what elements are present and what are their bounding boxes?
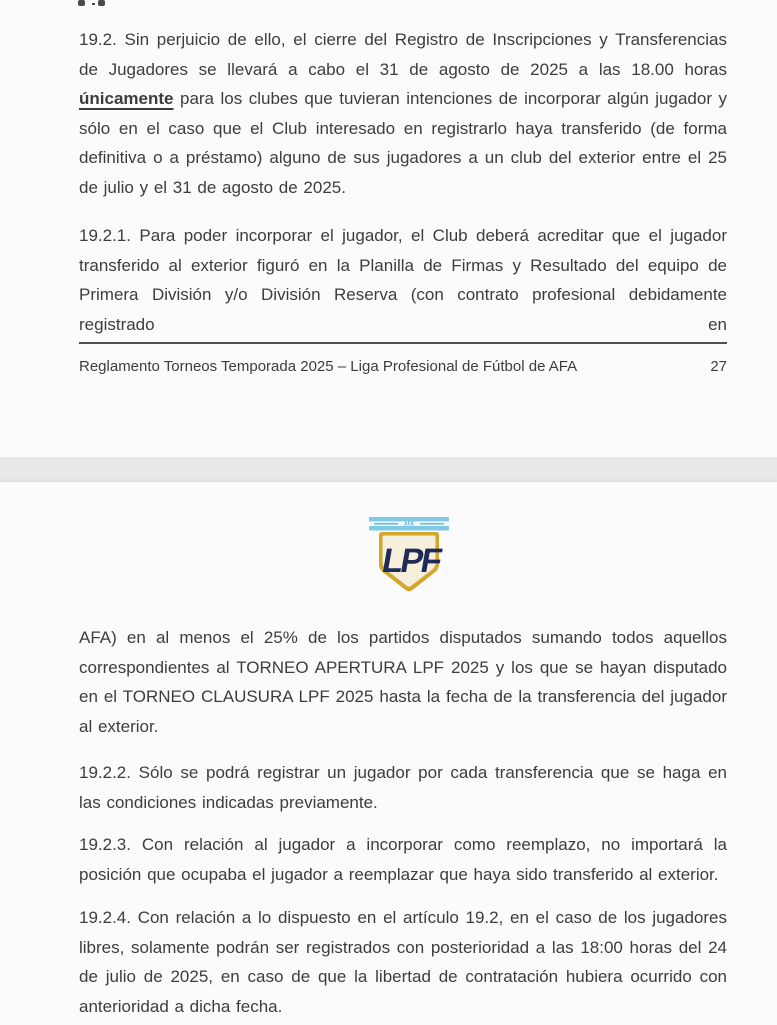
paragraph-afa-continuation: AFA) en al menos el 25% de los partidos disputados sumando todos aquellos correspondientes al TORNEO APERTURA LPF 2025 y los que se hayan disputado en el TORNEO CLAUSURA LPF 2025 hasta la fecha de la transferencia del jugador al exterior. [79, 628, 727, 736]
footer-document-title: Reglamento Torneos Temporada 2025 – Liga Profesional de Fútbol de AFA [79, 358, 578, 375]
footer-divider-line [79, 342, 727, 344]
clipped-text-fragment [78, 0, 85, 6]
paragraph-19-2-text-continued: para los clubes que tuvieran intenciones de incorporar algún jugador y sólo en el caso que el Club interesado en registrarlo haya transferido (de forma definitiva o a préstamo) alguno de sus jugadores a un club del exterior entre el 25 de julio y el 31 de agosto de 2025. [79, 89, 727, 197]
paragraph-19-2-4: 19.2.4. Con relación a lo dispuesto en el artículo 19.2, en el caso de los jugadores libres, solamente podrán ser registrados con posterioridad a las 18:00 horas del 24 de julio de 2025, en caso de que la libertad de contratación hubiera ocurrido con anterioridad a dicha fecha. [79, 908, 727, 1016]
page-1 [0, 0, 777, 458]
paragraph-19-2-2: 19.2.2. Sólo se podrá registrar un jugador por cada transferencia que se haga en las condiciones indicadas previamente. [79, 763, 727, 812]
paragraph-19-2-3: 19.2.3. Con relación al jugador a incorporar como reemplazo, no importará la posición que ocupaba el jugador a reemplazar que haya sido transferido al exterior. [79, 835, 727, 884]
paragraph-19-2-emphasis: únicamente [79, 89, 174, 108]
logo-lpf-monogram: LPF [379, 542, 443, 580]
logo-afa-dash-left [374, 523, 398, 525]
logo-afa-label: AFA [404, 521, 414, 528]
page-2 [0, 481, 777, 1025]
paragraph-19-2 [79, 25, 727, 202]
paragraph-19-2-text: 19.2. Sin perjuicio de ello, el cierre del Registro de Inscripciones y Transferencias de Jugadores se llevará a cabo el 31 de agosto de 2025 a las 18.00 horas [79, 30, 727, 79]
paragraph-19-2-1: 19.2.1. Para poder incorporar el jugador, el Club deberá acreditar que el jugador transferido al exterior figuró en la Planilla de Firmas y Resultado del equipo de Primera División y/o División Reserva (con contrato profesional debidamente registrado en [79, 226, 727, 334]
footer-page-number: 27 [710, 358, 727, 375]
page-footer [79, 358, 727, 375]
logo-afa-dash-right [420, 523, 444, 525]
lpf-afa-logo [369, 517, 449, 595]
page-gap-band [0, 457, 777, 481]
